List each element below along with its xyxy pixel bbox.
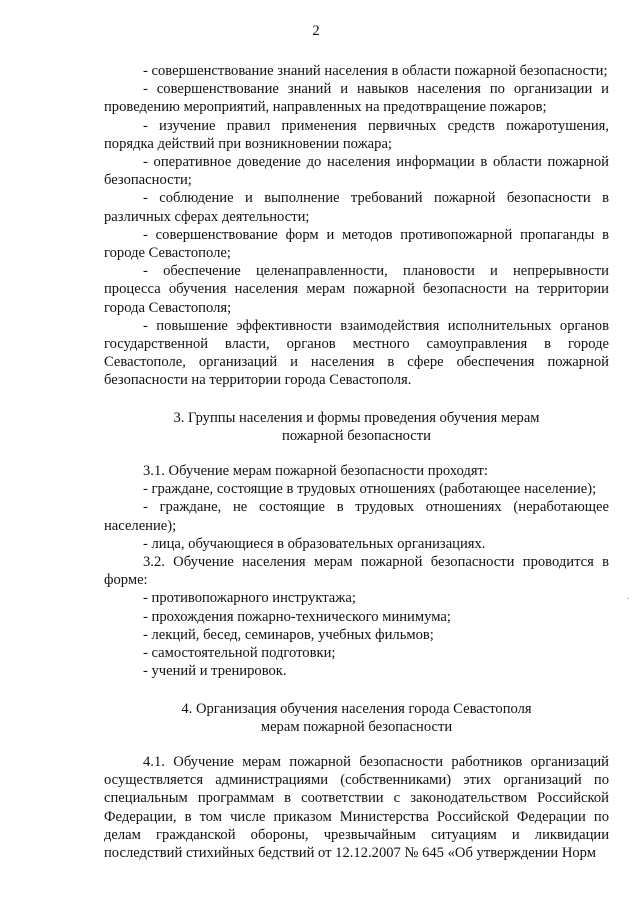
spacer	[104, 445, 609, 462]
spacer	[104, 390, 609, 409]
section-3-paragraph: - лекций, бесед, семинаров, учебных фильмов;	[143, 626, 434, 643]
scan-artifact-dot: .	[627, 591, 630, 601]
section-3-paragraph: - самостоятельной подготовки;	[143, 645, 336, 662]
section-3-paragraph: - прохождения пожарно-технического минимума;	[143, 608, 451, 625]
section-4-heading-line-2: мерам пожарной безопасности	[260, 718, 453, 735]
section-4-body	[104, 753, 609, 862]
goal-item: - совершенствование знаний и навыков населения по организации и проведению мероприятий, направленных на предотвращение пожаров;	[104, 81, 609, 116]
section-3-heading	[104, 409, 609, 445]
goal-item: - повышение эффективности взаимодействия исполнительных органов государственной власти, органов местного самоуправления в городе Севастополе, организаций и населения в сфере обеспечения пожарной безопасности на территории города Севастополя.	[104, 317, 609, 389]
section-3-heading-line-1: 3. Группы населения и формы проведения обучения мерам	[173, 409, 540, 426]
section-3-paragraph: - граждане, состоящие в трудовых отношениях (работающее население);	[143, 481, 597, 498]
section-4-heading	[104, 700, 609, 736]
section-4-heading-line-1: 4. Организация обучения населения города Севастополя	[181, 700, 532, 717]
page-number: 2	[312, 23, 320, 39]
goal-item: - обеспечение целенаправленности, плановости и непрерывности процесса обучения населения мерам пожарной безопасности на территории города Севастополя;	[104, 263, 609, 316]
section-3-paragraph: - противопожарного инструктажа;	[143, 590, 356, 607]
spacer	[104, 681, 609, 700]
goal-item: - соблюдение и выполнение требований пожарной безопасности в различных сферах деятельности;	[104, 190, 609, 225]
spacer	[104, 736, 609, 753]
section-3-paragraph: - граждане, не состоящие в трудовых отношениях (неработающее население);	[104, 499, 609, 534]
section-3-paragraph: - учений и тренировок.	[143, 663, 287, 680]
section-3-paragraph: - лица, обучающиеся в образовательных организациях.	[143, 535, 486, 552]
section-3-heading-line-2: пожарной безопасности	[282, 427, 431, 444]
section-4-paragraph: 4.1. Обучение мерам пожарной безопасности работников организаций осуществляется администрациями (собственниками) этих организаций по специальным программам в соответствии с законодательством Российской Федерации, в том числе приказом Министерства Российской Федерации по делам гражданской обороны, чрезвычайным ситуациям и ликвидации последствий стихийных бедствий от 12.12.2007 № 645 «Об утверждении Норм	[104, 753, 609, 861]
document-body	[104, 62, 609, 862]
goals-list	[104, 62, 609, 390]
section-3-paragraph: 3.2. Обучение населения мерам пожарной безопасности проводится в форме:	[104, 554, 609, 589]
section-3-body	[104, 462, 609, 680]
goal-item: - изучение правил применения первичных средств пожаротушения, порядка действий при возникновении пожара;	[104, 117, 609, 152]
goal-item: - совершенствование форм и методов противопожарной пропаганды в городе Севастополе;	[104, 226, 609, 262]
goal-item: - оперативное доведение до населения информации в области пожарной безопасности;	[104, 154, 609, 189]
section-3-paragraph: 3.1. Обучение мерам пожарной безопасности проходят:	[143, 463, 488, 480]
goal-item: - совершенствование знаний населения в области пожарной безопасности;	[143, 63, 608, 79]
